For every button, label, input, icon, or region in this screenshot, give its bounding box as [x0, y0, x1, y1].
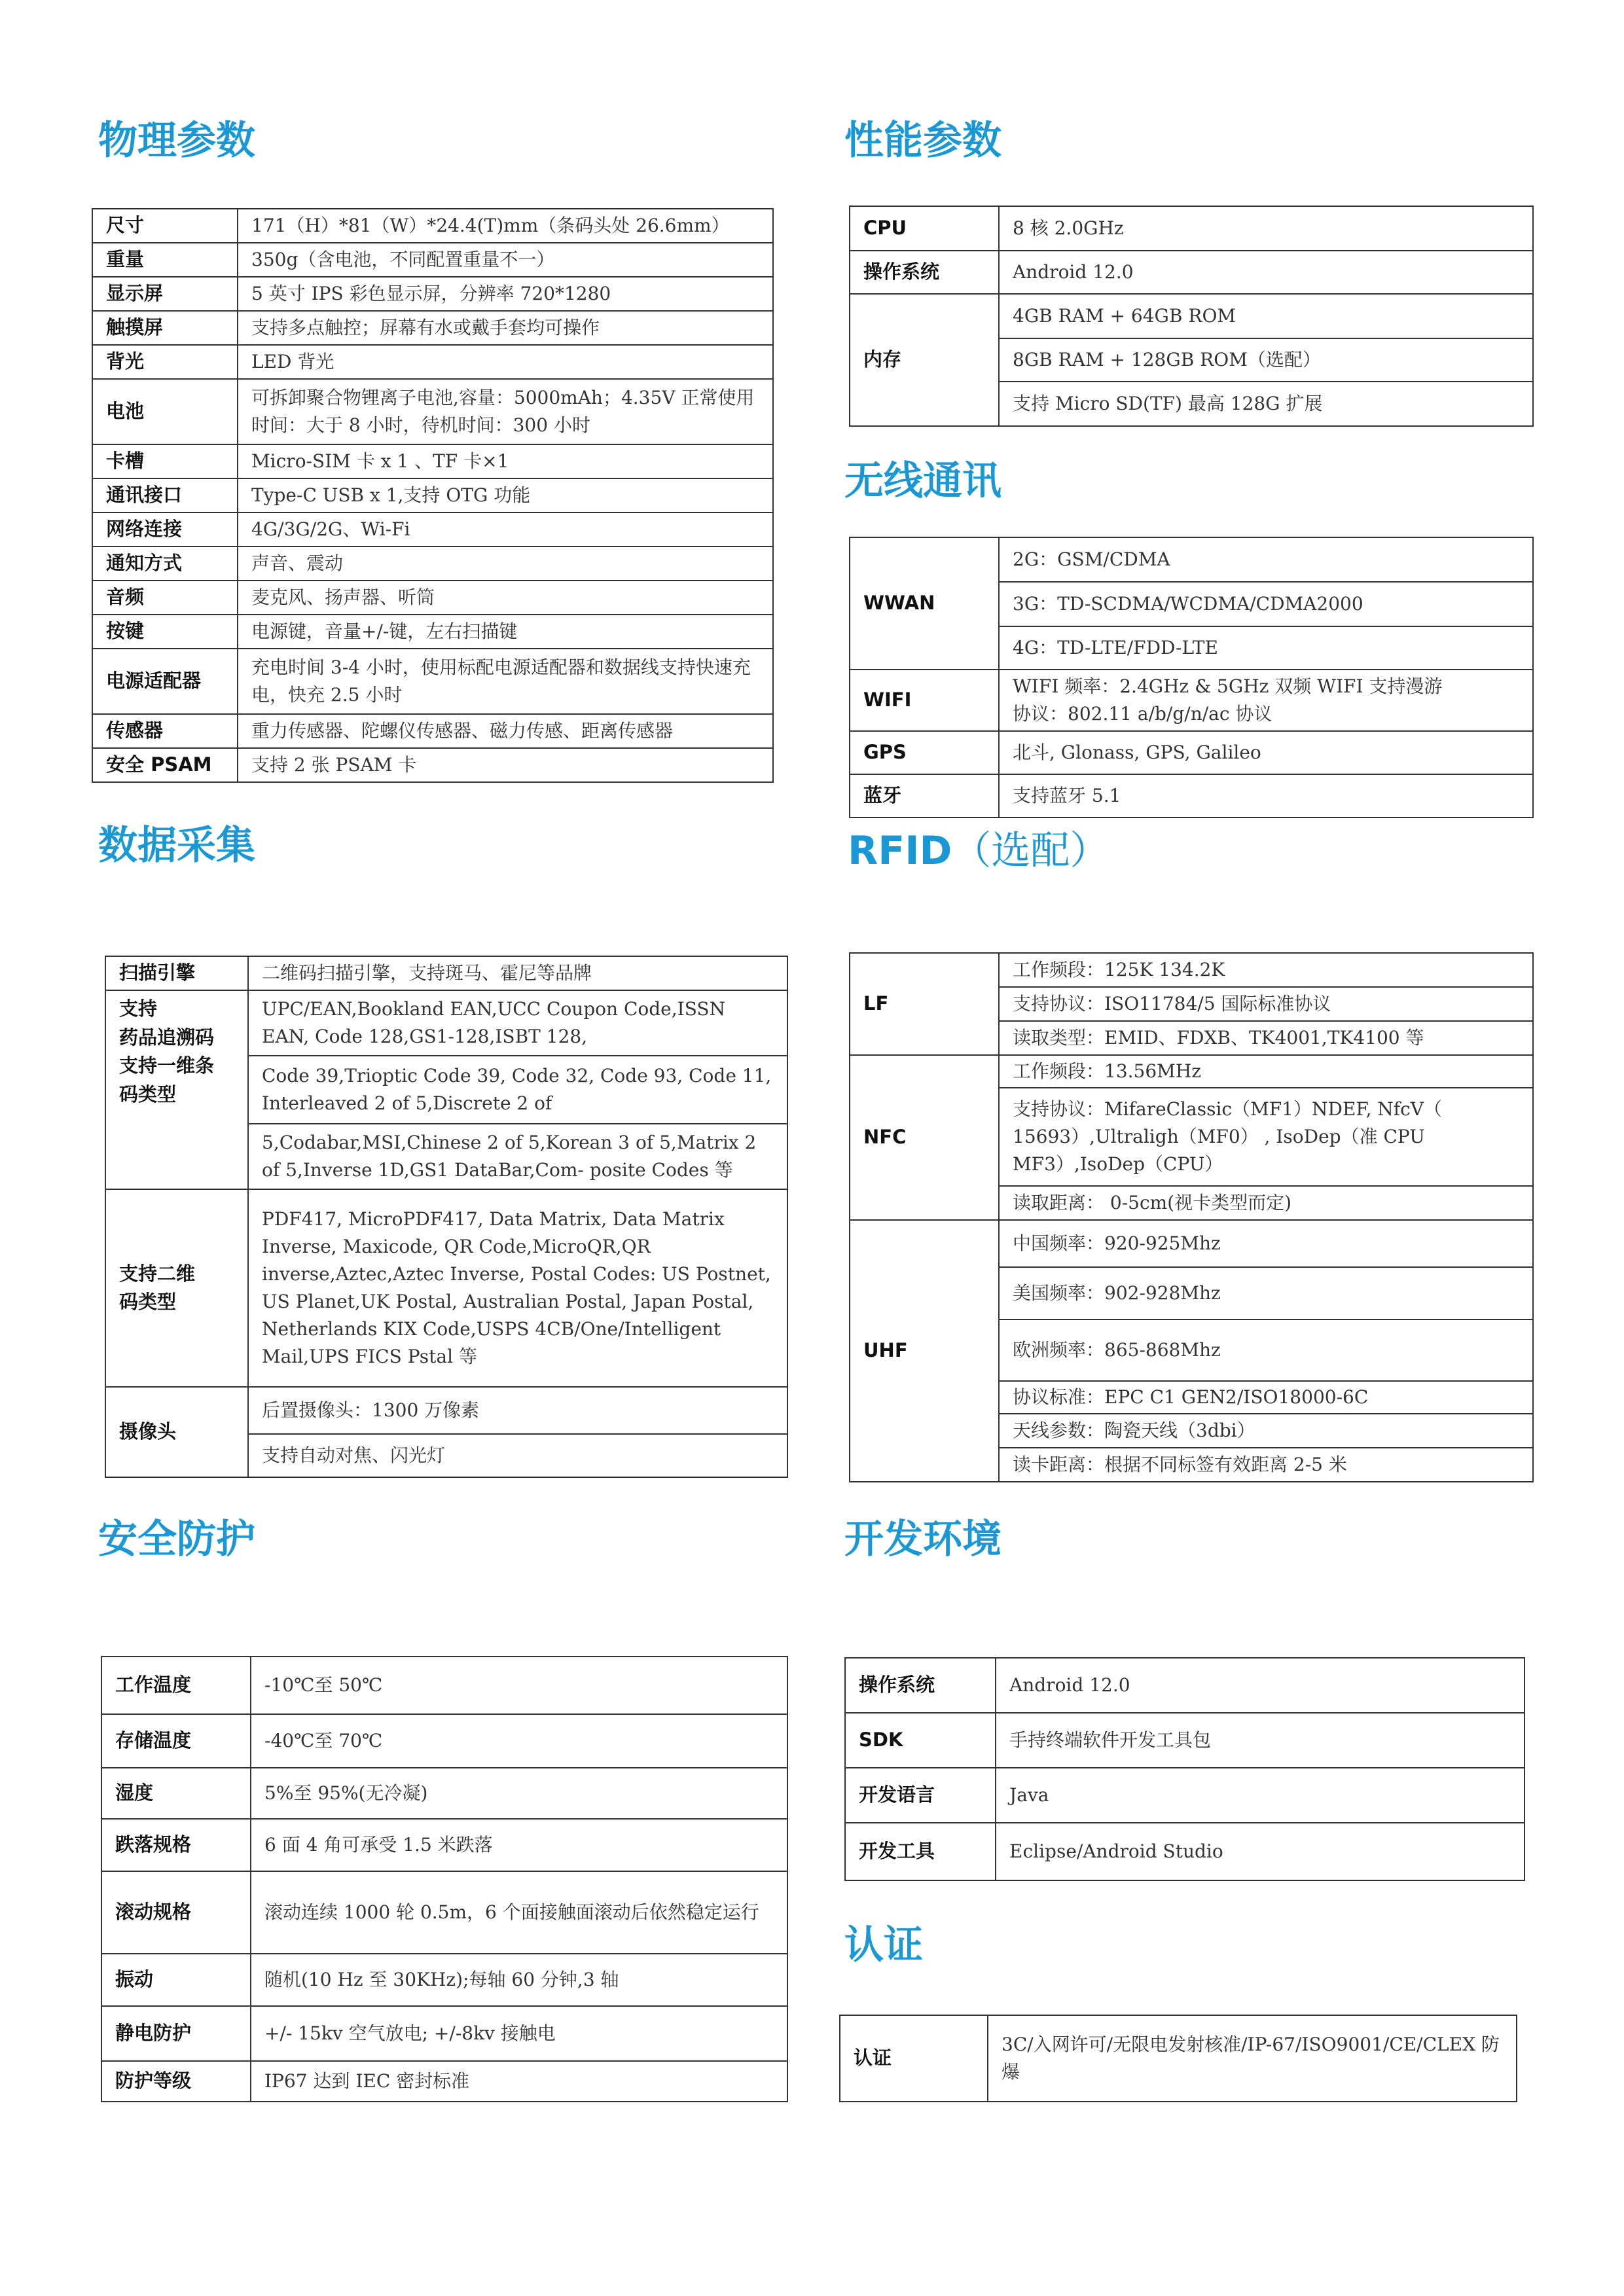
physical-row-value: 171（H）*81（W）*24.4(T)mm（条码头处 26.6mm）: [238, 209, 773, 243]
physical-row-label: 电池: [92, 379, 238, 444]
wireless-table: [849, 537, 1534, 818]
security-row-label: 滚动规格: [101, 1871, 251, 1954]
physical-row-label: 通讯接口: [92, 478, 238, 512]
physical-row: [92, 345, 773, 379]
physical-row-value: Type-C USB x 1,支持 OTG 功能: [238, 478, 773, 512]
physical-row-value: 声音、震动: [238, 547, 773, 581]
security-row: [101, 1819, 787, 1871]
security-row: [101, 1714, 787, 1768]
uhf-value: 协议标准：EPC C1 GEN2/ISO18000-6C: [999, 1381, 1533, 1414]
cert-value: 3C/入网许可/无限电发射核准/IP-67/ISO9001/CE/CLEX 防爆: [988, 2015, 1517, 2102]
security-row: [101, 1657, 787, 1714]
security-row-value: IP67 达到 IEC 密封标准: [251, 2061, 787, 2102]
wwan-value: 2G：GSM/CDMA: [999, 537, 1533, 582]
security-row-value: 6 面 4 角可承受 1.5 米跌落: [251, 1819, 787, 1871]
security-row-label: 湿度: [101, 1768, 251, 1819]
camera-label: 摄像头: [105, 1387, 248, 1477]
physical-row-label: 网络连接: [92, 512, 238, 547]
physical-row-value: 重力传感器、陀螺仪传感器、磁力传感、距离传感器: [238, 714, 773, 748]
nfc-label: NFC: [850, 1055, 999, 1220]
data-capture-title: 数据采集: [98, 823, 255, 869]
security-row: [101, 1954, 787, 2006]
nfc-value: 工作频段：13.56MHz: [999, 1055, 1533, 1088]
security-title: 安全防护: [98, 1516, 255, 1562]
physical-row: [92, 581, 773, 615]
wwan-value: 4G：TD-LTE/FDD-LTE: [999, 626, 1533, 670]
gps-label: GPS: [850, 731, 999, 774]
physical-row-label: 按键: [92, 615, 238, 649]
lf-value: 工作频段：125K 134.2K: [999, 953, 1533, 987]
devenv-row: [845, 1768, 1525, 1823]
security-row: [101, 2006, 787, 2061]
camera-value: 支持自动对焦、闪光灯: [248, 1434, 787, 1477]
security-row-label: 振动: [101, 1954, 251, 2006]
devenv-table: [844, 1657, 1525, 1881]
wifi-protocol: 协议：802.11 a/b/g/n/ac 协议: [1013, 703, 1272, 725]
physical-row: [92, 512, 773, 547]
rfid-table: [849, 952, 1534, 1482]
nfc-distance: 读取距离： 0-5cm(视卡类型而定): [999, 1186, 1533, 1220]
rfid-title-main: RFID: [848, 828, 952, 874]
cert-title: 认证: [844, 1922, 923, 1968]
oned-value: Code 39,Trioptic Code 39, Code 32, Code 93, Code 11, Interleaved 2 of 5,Discrete 2 of: [248, 1056, 787, 1124]
lf-value: 支持协议：ISO11784/5 国际标准协议: [999, 987, 1533, 1021]
physical-row-value: 5 英寸 IPS 彩色显示屏，分辨率 720*1280: [238, 277, 773, 311]
security-row-label: 存储温度: [101, 1714, 251, 1768]
data-capture-table: [105, 956, 788, 1478]
security-row: [101, 2061, 787, 2102]
memory-label: 内存: [850, 294, 999, 426]
oned-label-b: 支持一维条 码类型: [119, 1054, 215, 1105]
uhf-value: 美国频率：902-928Mhz: [999, 1267, 1533, 1319]
physical-row-value: 可拆卸聚合物锂离子电池,容量：5000mAh；4.35V 正常使用时间：大于 8 小时，待机时间：300 小时: [238, 379, 773, 444]
lf-label: LF: [850, 953, 999, 1055]
physical-row-label: 通知方式: [92, 547, 238, 581]
physical-title: 物理参数: [98, 118, 255, 164]
scan-engine-value: 二维码扫描引擎，支持斑马、霍尼等品牌: [248, 956, 787, 990]
security-table: [101, 1656, 788, 2102]
security-row-value: 随机(10 Hz 至 30KHz);每轴 60 分钟,3 轴: [251, 1954, 787, 2006]
physical-row: [92, 379, 773, 444]
physical-row-value: Micro-SIM 卡 x 1 、TF 卡×1: [238, 444, 773, 478]
wifi-value: WIFI 频率：2.4GHz & 5GHz 双频 WIFI 支持漫游: [1013, 675, 1443, 697]
rfid-title: [848, 828, 1110, 874]
devenv-row-value: Android 12.0: [996, 1658, 1525, 1713]
security-row-label: 静电防护: [101, 2006, 251, 2061]
os-value: Android 12.0: [999, 251, 1533, 294]
security-row-value: 5%至 95%(无冷凝): [251, 1768, 787, 1819]
physical-row: [92, 209, 773, 243]
cert-label: 认证: [840, 2015, 988, 2102]
cpu-value: 8 核 2.0GHz: [999, 206, 1533, 251]
physical-row-label: 重量: [92, 243, 238, 277]
security-row-label: 工作温度: [101, 1657, 251, 1714]
devenv-row-label: SDK: [845, 1713, 996, 1768]
rfid-title-optional: （选配）: [952, 828, 1110, 874]
scan-engine-label: 扫描引擎: [105, 956, 248, 990]
twod-value: PDF417, MicroPDF417, Data Matrix, Data Matrix Inverse, Maxicode, QR Code,MicroQR,QR inverse,Aztec,Aztec Inverse, Postal Codes: US Postnet, US Planet,UK Postal, Australian Postal, Japan Postal, Netherlands KIX Code,USPS 4CB/One/Intelligent Mail,UPS FICS Pstal 等: [248, 1189, 787, 1387]
physical-row-value: 4G/3G/2G、Wi-Fi: [238, 512, 773, 547]
devenv-row-label: 操作系统: [845, 1658, 996, 1713]
cpu-label: CPU: [850, 206, 999, 251]
nfc-protocol: 支持协议：MifareClassic（MF1）NDEF, NfcV（ 15693）,Ultraligh（MF0） , IsoDep（准 CPU MF3）,IsoDep（CPU）: [999, 1088, 1533, 1186]
physical-row: [92, 243, 773, 277]
os-label: 操作系统: [850, 251, 999, 294]
physical-row-label: 触摸屏: [92, 311, 238, 345]
wifi-label: WIFI: [850, 670, 999, 731]
lf-value: 读取类型：EMID、FDXB、TK4001,TK4100 等: [999, 1021, 1533, 1055]
oned-label-a: 支持 药品追溯码: [119, 997, 215, 1049]
devenv-row-label: 开发工具: [845, 1823, 996, 1880]
physical-row: [92, 748, 773, 782]
uhf-value: 天线参数：陶瓷天线（3dbi）: [999, 1414, 1533, 1448]
physical-row-label: 音频: [92, 581, 238, 615]
uhf-value: 读卡距离：根据不同标签有效距离 2-5 米: [999, 1448, 1533, 1482]
security-row-value: 滚动连续 1000 轮 0.5m，6 个面接触面滚动后依然稳定运行: [251, 1871, 787, 1954]
physical-row: [92, 649, 773, 714]
devenv-title: 开发环境: [844, 1516, 1001, 1562]
security-row-label: 跌落规格: [101, 1819, 251, 1871]
physical-row-value: 350g（含电池，不同配置重量不一）: [238, 243, 773, 277]
devenv-row-value: 手持终端软件开发工具包: [996, 1713, 1525, 1768]
security-row-value: +/- 15kv 空气放电; +/-8kv 接触电: [251, 2006, 787, 2061]
devenv-row: [845, 1713, 1525, 1768]
physical-table: [92, 208, 774, 783]
wireless-title: 无线通讯: [844, 458, 1001, 504]
physical-row-value: 充电时间 3-4 小时，使用标配电源适配器和数据线支持快速充电，快充 2.5 小时: [238, 649, 773, 714]
physical-row-label: 传感器: [92, 714, 238, 748]
devenv-row: [845, 1823, 1525, 1880]
wwan-value: 3G：TD-SCDMA/WCDMA/CDMA2000: [999, 582, 1533, 626]
twod-label: 支持二维 码类型: [105, 1189, 248, 1387]
physical-row-label: 安全 PSAM: [92, 748, 238, 782]
physical-row-label: 尺寸: [92, 209, 238, 243]
physical-row-label: 背光: [92, 345, 238, 379]
physical-row-label: 显示屏: [92, 277, 238, 311]
physical-row-label: 卡槽: [92, 444, 238, 478]
security-row-value: -10℃至 50℃: [251, 1657, 787, 1714]
camera-value: 后置摄像头：1300 万像素: [248, 1387, 787, 1434]
uhf-label: UHF: [850, 1220, 999, 1482]
cert-table: [839, 2015, 1517, 2102]
uhf-value: 中国频率：920-925Mhz: [999, 1220, 1533, 1267]
security-row-label: 防护等级: [101, 2061, 251, 2102]
physical-row: [92, 277, 773, 311]
physical-row-label: 电源适配器: [92, 649, 238, 714]
security-row: [101, 1871, 787, 1954]
physical-row: [92, 615, 773, 649]
memory-value: 4GB RAM + 64GB ROM: [999, 294, 1533, 338]
physical-row: [92, 311, 773, 345]
physical-row: [92, 444, 773, 478]
bluetooth-label: 蓝牙: [850, 774, 999, 817]
performance-table: [849, 206, 1534, 427]
physical-row-value: 麦克风、扬声器、听筒: [238, 581, 773, 615]
wwan-label: WWAN: [850, 537, 999, 670]
devenv-row: [845, 1658, 1525, 1713]
physical-row: [92, 547, 773, 581]
gps-value: 北斗, Glonass, GPS, Galileo: [999, 731, 1533, 774]
security-row-value: -40℃至 70℃: [251, 1714, 787, 1768]
physical-row: [92, 714, 773, 748]
physical-row-value: 电源键，音量+/-键，左右扫描键: [238, 615, 773, 649]
physical-row-value: 支持多点触控；屏幕有水或戴手套均可操作: [238, 311, 773, 345]
oned-value: UPC/EAN,Bookland EAN,UCC Coupon Code,ISSN EAN, Code 128,GS1-128,ISBT 128,: [248, 990, 787, 1056]
devenv-row-label: 开发语言: [845, 1768, 996, 1823]
memory-value: 8GB RAM + 128GB ROM（选配）: [999, 338, 1533, 382]
physical-row-value: 支持 2 张 PSAM 卡: [238, 748, 773, 782]
devenv-row-value: Eclipse/Android Studio: [996, 1823, 1525, 1880]
security-row: [101, 1768, 787, 1819]
memory-value: 支持 Micro SD(TF) 最高 128G 扩展: [999, 382, 1533, 426]
uhf-value: 欧洲频率：865-868Mhz: [999, 1319, 1533, 1381]
bluetooth-value: 支持蓝牙 5.1: [999, 774, 1533, 817]
oned-value: 5,Codabar,MSI,Chinese 2 of 5,Korean 3 of 5,Matrix 2 of 5,Inverse 1D,GS1 DataBar,Com- posite Codes 等: [248, 1124, 787, 1189]
devenv-row-value: Java: [996, 1768, 1525, 1823]
physical-row: [92, 478, 773, 512]
performance-title: 性能参数: [844, 118, 1001, 164]
physical-row-value: LED 背光: [238, 345, 773, 379]
